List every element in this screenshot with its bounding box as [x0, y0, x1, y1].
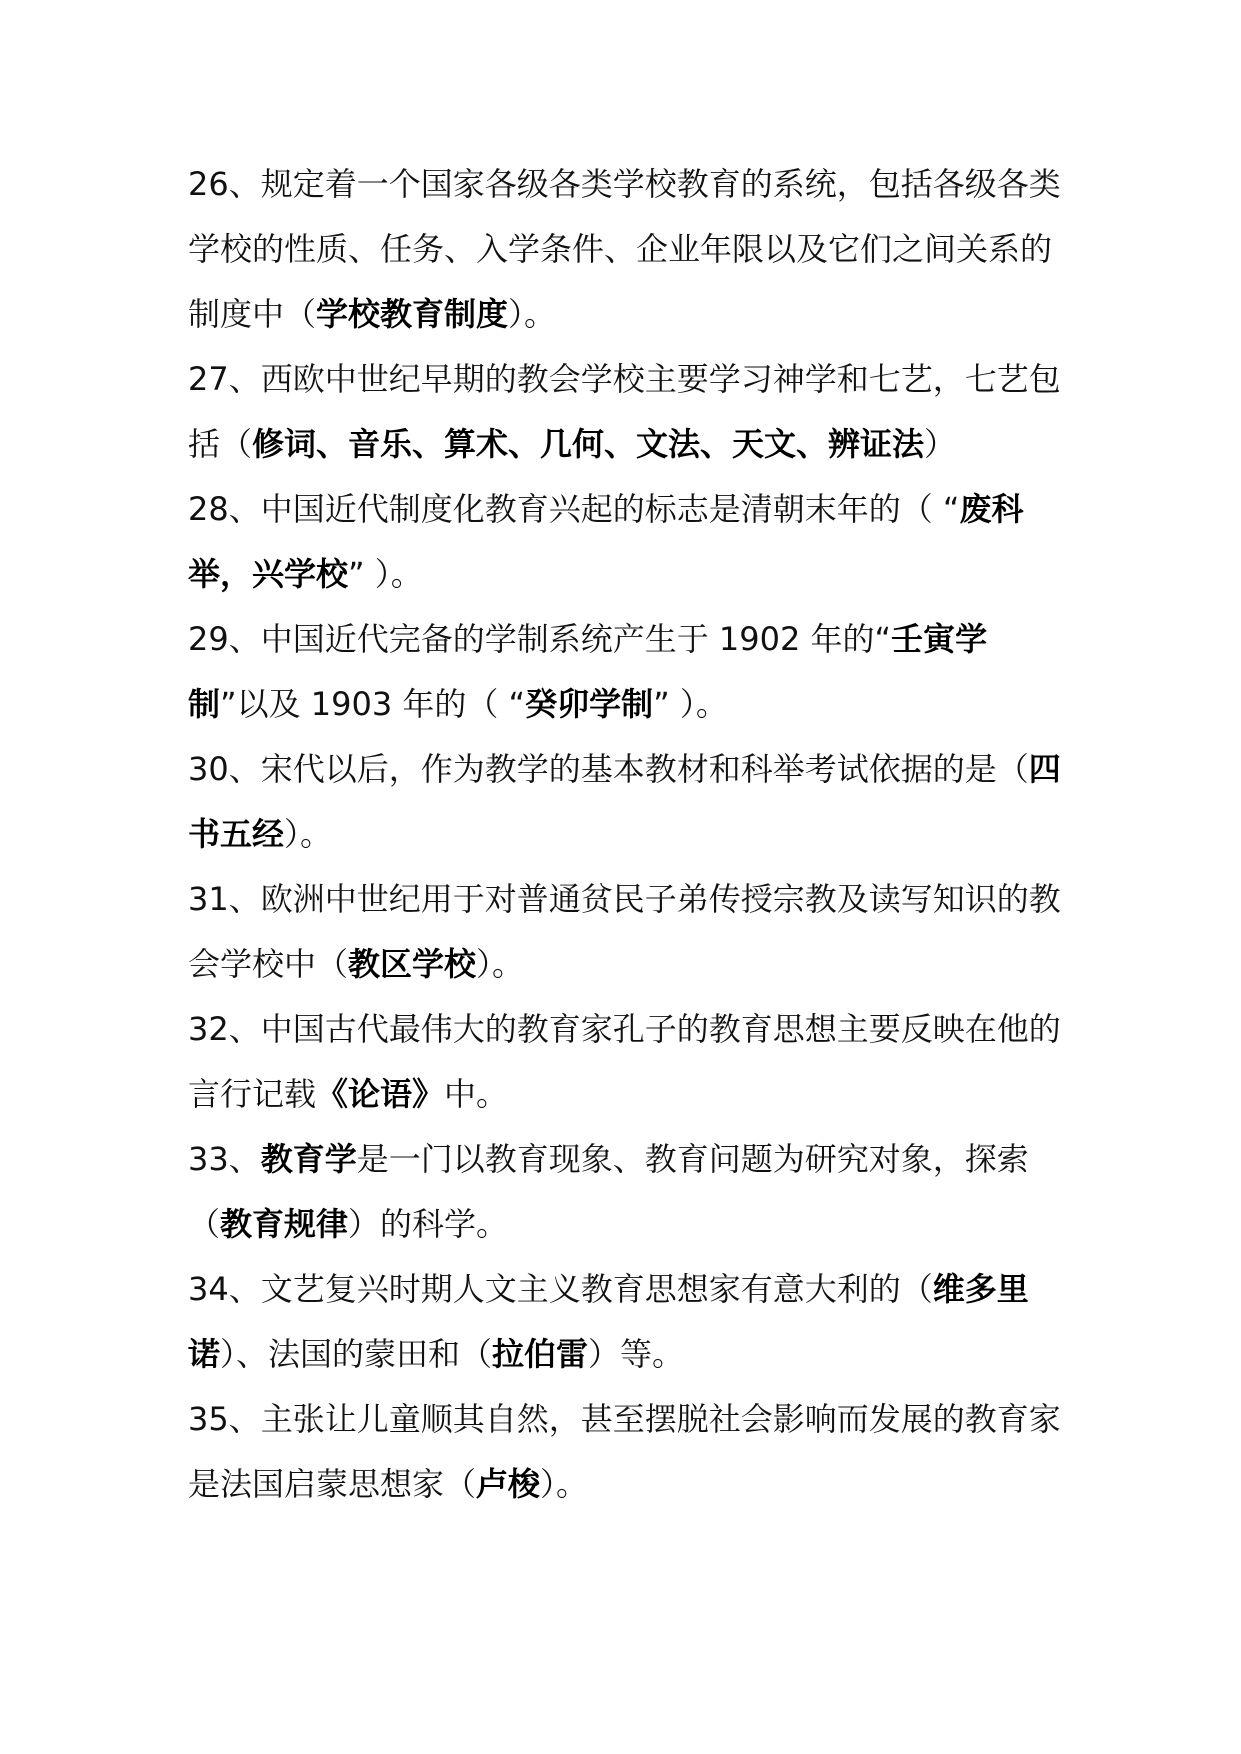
question-text: ）等。: [588, 1335, 685, 1373]
question-text: ”以及 1903 年的（ “: [220, 685, 526, 723]
question-28: [188, 477, 1063, 607]
question-text: 是一门以教育现象、教育问题为研究对象，探索（: [188, 1140, 1029, 1243]
question-text: ）。: [284, 815, 333, 853]
question-34: [188, 1257, 1063, 1387]
question-26: [188, 152, 1063, 347]
answer-text: 学校教育制度: [316, 295, 509, 333]
answer-text: 教区学校: [348, 945, 477, 983]
question-text: 31、欧洲中世纪用于对普通贫民子弟传授宗教及读写知识的教会学校中（: [188, 880, 1061, 983]
question-text: 26、规定着一个国家各级各类学校教育的系统，包括各级各类学校的性质、任务、入学条件、企业年限以及它们之间关系的制度中（: [188, 165, 1061, 333]
question-text: ）。: [540, 1465, 589, 1503]
question-text: ” ）。: [653, 685, 728, 723]
answer-text: 维多里诺: [188, 1270, 1029, 1373]
question-text: 27、西欧中世纪早期的教会学校主要学习神学和七艺，七艺包括（: [188, 360, 1061, 463]
question-text: ）: [924, 425, 957, 463]
question-text: 29、中国近代完备的学制系统产生于 1902 年的“: [188, 620, 892, 658]
answer-text: 教育规律: [220, 1205, 349, 1243]
question-30: [188, 737, 1063, 867]
question-31: [188, 867, 1063, 997]
answer-text: 《论语》: [316, 1075, 445, 1113]
answer-text: 教育学: [260, 1140, 357, 1178]
question-27: [188, 347, 1063, 477]
answer-text: 癸卯学制: [525, 685, 654, 723]
document-body: [188, 152, 1063, 1517]
question-text: 中。: [444, 1075, 509, 1113]
question-text: 35、主张让儿童顺其自然，甚至摆脱社会影响而发展的教育家是法国启蒙思想家（: [188, 1400, 1061, 1503]
question-29: [188, 607, 1063, 737]
answer-text: 修词、音乐、算术、几何、文法、天文、辨证法: [252, 425, 925, 463]
question-text: 30、宋代以后，作为教学的基本教材和科举考试依据的是（: [188, 750, 1029, 788]
question-text: ）。: [508, 295, 557, 333]
question-text: 33、: [188, 1140, 261, 1178]
answer-text: 四书五经: [188, 750, 1061, 853]
question-text: ）的科学。: [348, 1205, 509, 1243]
question-text: ” ）。: [348, 555, 423, 593]
question-text: 28、中国近代制度化教育兴起的标志是清朝末年的（ “: [188, 490, 960, 528]
answer-text: 拉伯雷: [492, 1335, 589, 1373]
answer-text: 壬寅学制: [188, 620, 988, 723]
question-text: ）、法国的蒙田和（: [220, 1335, 493, 1373]
question-text: 32、中国古代最伟大的教育家孔子的教育思想主要反映在他的言行记载: [188, 1010, 1061, 1113]
question-text: 34、文艺复兴时期人文主义教育思想家有意大利的（: [188, 1270, 933, 1308]
answer-text: 废科举，兴学校: [188, 490, 1024, 593]
question-35: [188, 1387, 1063, 1517]
answer-text: 卢梭: [476, 1465, 541, 1503]
question-33: [188, 1127, 1063, 1257]
question-text: ）。: [476, 945, 525, 983]
question-32: [188, 997, 1063, 1127]
